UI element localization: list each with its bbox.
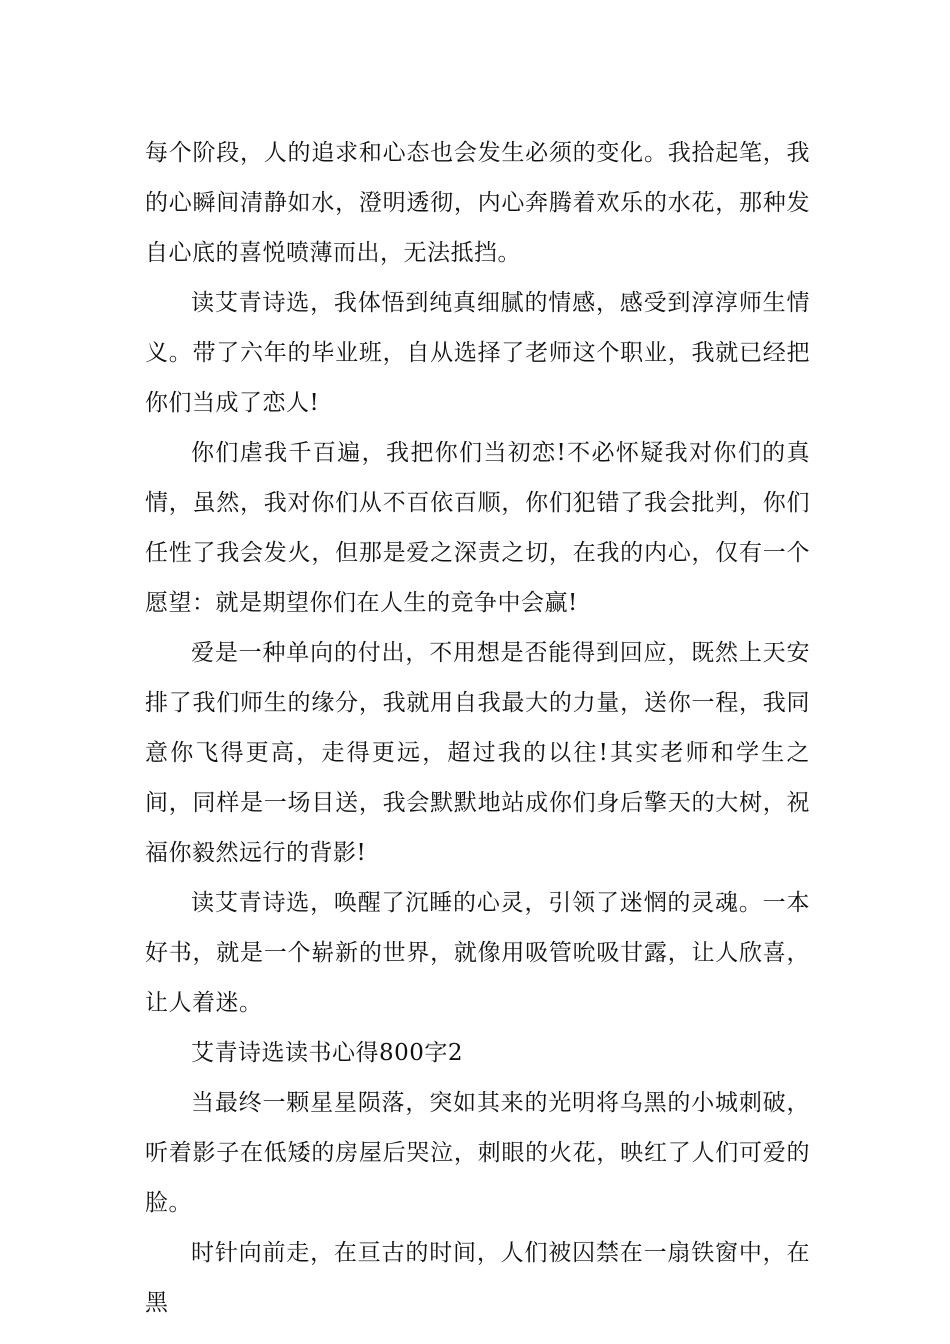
section-title: 艾青诗选读书心得800字2 xyxy=(191,1040,464,1066)
document-body xyxy=(145,128,810,1328)
paragraph-continuation: 每个阶段，人的追求和心态也会发生必须的变化。我拾起笔，我的心瞬间清静如水，澄明透彻，内心奔腾着欢乐的水花，那种发自心底的喜悦喷薄而出，无法抵挡。 xyxy=(145,140,810,266)
paragraph: 读艾青诗选，唤醒了沉睡的心灵，引领了迷惘的灵魂。一本好书，就是一个崭新的世界，就像用吸管吮吸甘露，让人欣喜，让人着迷。 xyxy=(145,890,810,1016)
paragraph: 当最终一颗星星陨落，突如其来的光明将乌黑的小城刺破，听着影子在低矮的房屋后哭泣，刺眼的火花，映红了人们可爱的脸。 xyxy=(145,1090,810,1216)
paragraph: 爱是一种单向的付出，不用想是否能得到回应，既然上天安排了我们师生的缘分，我就用自我最大的力量，送你一程，我同意你飞得更高，走得更远，超过我的以往!其实老师和学生之间，同样是一场目送，我会默默地站成你们身后擎天的大树，祝福你毅然远行的背影! xyxy=(145,640,810,866)
paragraph: 你们虐我千百遍，我把你们当初恋!不必怀疑我对你们的真情，虽然，我对你们从不百依百顺，你们犯错了我会批判，你们任性了我会发火，但那是爱之深责之切，在我的内心，仅有一个愿望：就是期望你们在人生的竞争中会赢! xyxy=(145,440,810,616)
paragraph: 读艾青诗选，我体悟到纯真细腻的情感，感受到淳淳师生情义。带了六年的毕业班，自从选择了老师这个职业，我就已经把你们当成了恋人! xyxy=(145,290,810,416)
paragraph: 时针向前走，在亘古的时间，人们被囚禁在一扇铁窗中，在黑 xyxy=(145,1240,810,1316)
